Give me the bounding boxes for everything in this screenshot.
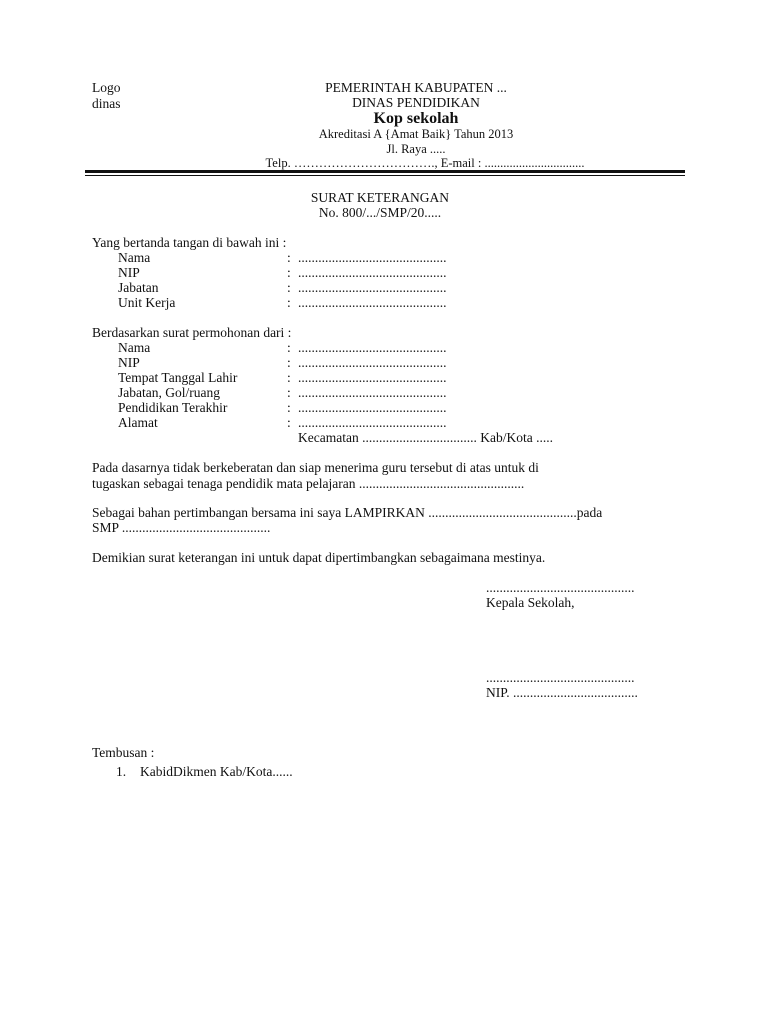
field-label: Nama <box>118 340 151 355</box>
logo-placeholder-line1: Logo <box>92 80 121 95</box>
field-colon: : <box>287 370 291 385</box>
letterhead-rule-thick <box>85 170 685 173</box>
field-colon: : <box>287 295 291 310</box>
logo-placeholder-line2: dinas <box>92 96 121 111</box>
letter-number: No. 800/.../SMP/20..... <box>318 205 442 220</box>
field-label: Nama <box>118 250 151 265</box>
address-district-line: Kecamatan .................................. Kab/Kota ..... <box>298 430 553 445</box>
field-value: ............................................ <box>298 385 447 400</box>
signer-intro: Yang bertanda tangan di bawah ini : <box>92 235 287 250</box>
field-colon: : <box>287 355 291 370</box>
field-label: NIP <box>118 265 140 280</box>
cc-item-number: 1. <box>116 764 127 779</box>
paragraph-1-line-2: tugaskan sebagai tenaga pendidik mata pelajaran ................................................. <box>92 476 525 491</box>
field-value: ............................................ <box>298 265 447 280</box>
field-value: ............................................ <box>298 295 447 310</box>
signature-name: ............................................ <box>486 670 635 685</box>
accreditation-line: Akreditasi A {Amat Baik} Tahun 2013 <box>318 127 514 141</box>
paragraph-2-line-1: Sebagai bahan pertimbangan bersama ini saya LAMPIRKAN ............................................pada <box>92 505 603 520</box>
field-value: ............................................ <box>298 250 447 265</box>
field-colon: : <box>287 250 291 265</box>
letterhead-rule-thin <box>85 175 685 176</box>
paragraph-2-line-2: SMP ............................................ <box>92 520 271 535</box>
field-colon: : <box>287 415 291 430</box>
field-value: ............................................ <box>298 355 447 370</box>
cc-item-text: KabidDikmen Kab/Kota...... <box>140 764 293 779</box>
field-value: ............................................ <box>298 370 447 385</box>
field-colon: : <box>287 340 291 355</box>
field-value: ............................................ <box>298 340 447 355</box>
field-label: Unit Kerja <box>118 295 176 310</box>
address-line: Jl. Raya ..... <box>386 142 446 156</box>
school-name: Kop sekolah <box>373 110 459 127</box>
applicant-intro: Berdasarkan surat permohonan dari : <box>92 325 292 340</box>
signature-nip: NIP. ..................................... <box>486 685 638 700</box>
field-label: Jabatan, Gol/ruang <box>118 385 220 400</box>
field-value: ............................................ <box>298 400 447 415</box>
department-name: DINAS PENDIDIKAN <box>352 95 480 110</box>
field-label: Alamat <box>118 415 158 430</box>
contact-line: Telp. ……………………………., E-mail : ................................ <box>265 156 585 170</box>
field-label: Tempat Tanggal Lahir <box>118 370 238 385</box>
letter-title: SURAT KETERANGAN <box>310 190 450 205</box>
signature-place-date: ............................................ <box>486 580 635 595</box>
closing-sentence: Demikian surat keterangan ini untuk dapat dipertimbangkan sebagaimana mestinya. <box>92 550 546 565</box>
cc-title: Tembusan : <box>92 745 155 760</box>
field-colon: : <box>287 265 291 280</box>
field-colon: : <box>287 400 291 415</box>
paragraph-1-line-1: Pada dasarnya tidak berkeberatan dan siap menerima guru tersebut di atas untuk di <box>92 460 539 475</box>
field-colon: : <box>287 280 291 295</box>
signature-role: Kepala Sekolah, <box>486 595 575 610</box>
field-value: ............................................ <box>298 280 447 295</box>
field-value: ............................................ <box>298 415 447 430</box>
field-colon: : <box>287 385 291 400</box>
field-label: NIP <box>118 355 140 370</box>
government-name: PEMERINTAH KABUPATEN ... <box>325 80 507 95</box>
field-label: Pendidikan Terakhir <box>118 400 228 415</box>
field-label: Jabatan <box>118 280 159 295</box>
